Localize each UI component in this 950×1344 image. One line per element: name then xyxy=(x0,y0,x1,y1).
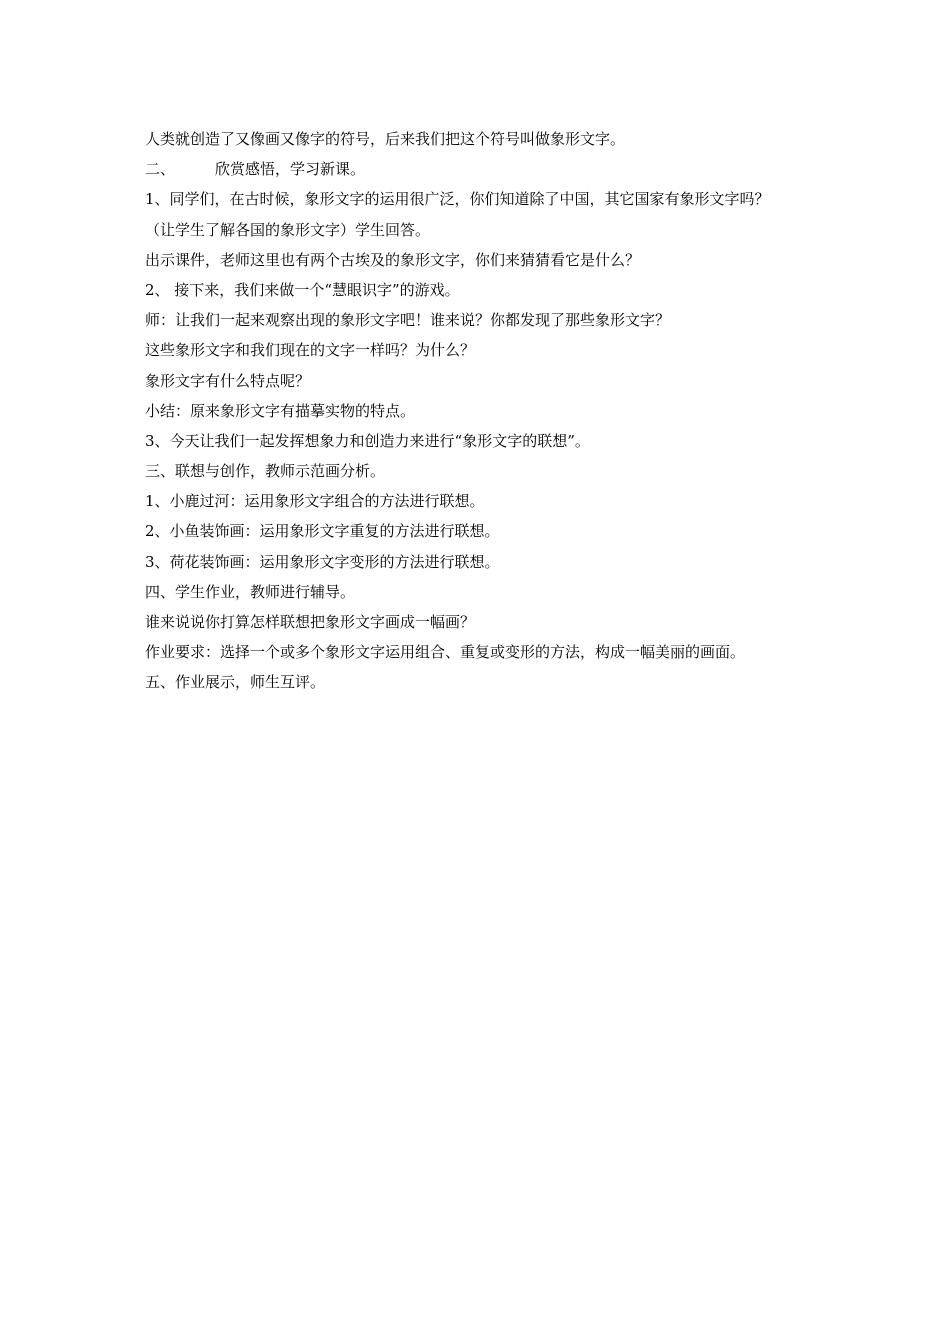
section-number: 二、 xyxy=(145,160,176,179)
section-title: 欣赏感悟，学习新课。 xyxy=(215,160,366,179)
paragraph-line: 这些象形文字和我们现在的文字一样吗？为什么？ xyxy=(145,341,476,360)
paragraph-line: 3、荷花装饰画：运用象形文字变形的方法进行联想。 xyxy=(145,552,500,571)
paragraph-line: 1、同学们，在古时候，象形文字的运用很广泛，你们知道除了中国，其它国家有象形文字吗？ xyxy=(145,190,770,209)
paragraph-line: 小结：原来象形文字有描摹实物的特点。 xyxy=(145,401,416,420)
section-heading: 三、联想与创作，教师示范画分析。 xyxy=(145,462,386,481)
paragraph-line: （让学生了解各国的象形文字）学生回答。 xyxy=(145,220,431,239)
section-heading: 四、学生作业，教师进行辅导。 xyxy=(145,582,356,601)
paragraph-line: 出示课件，老师这里也有两个古埃及的象形文字，你们来猜猜看它是什么？ xyxy=(145,250,641,269)
paragraph-line: 人类就创造了又像画又像字的符号，后来我们把这个符号叫做象形文字。 xyxy=(145,130,626,148)
paragraph-line: 2、小鱼装饰画：运用象形文字重复的方法进行联想。 xyxy=(145,522,500,541)
section-heading xyxy=(145,154,825,184)
paragraph-line: 象形文字有什么特点呢？ xyxy=(145,371,311,390)
paragraph-line: 谁来说说你打算怎样联想把象形文字画成一幅画？ xyxy=(145,613,476,631)
section-heading: 五、作业展示，师生互评。 xyxy=(145,673,326,692)
paragraph-line: 师：让我们一起来观察出现的象形文字吧！谁来说？你都发现了那些象形文字？ xyxy=(145,311,671,330)
paragraph-line: 作业要求：选择一个或多个象形文字运用组合、重复或变形的方法，构成一幅美丽的画面。 xyxy=(145,643,746,662)
document-body xyxy=(145,124,825,698)
paragraph-line: 2、 接下来，我们来做一个“慧眼识字”的游戏。 xyxy=(145,280,460,299)
paragraph-line: 1、小鹿过河：运用象形文字组合的方法进行联想。 xyxy=(145,492,485,511)
paragraph-line: 3、今天让我们一起发挥想象力和创造力来进行“象形文字的联想”。 xyxy=(145,431,590,450)
